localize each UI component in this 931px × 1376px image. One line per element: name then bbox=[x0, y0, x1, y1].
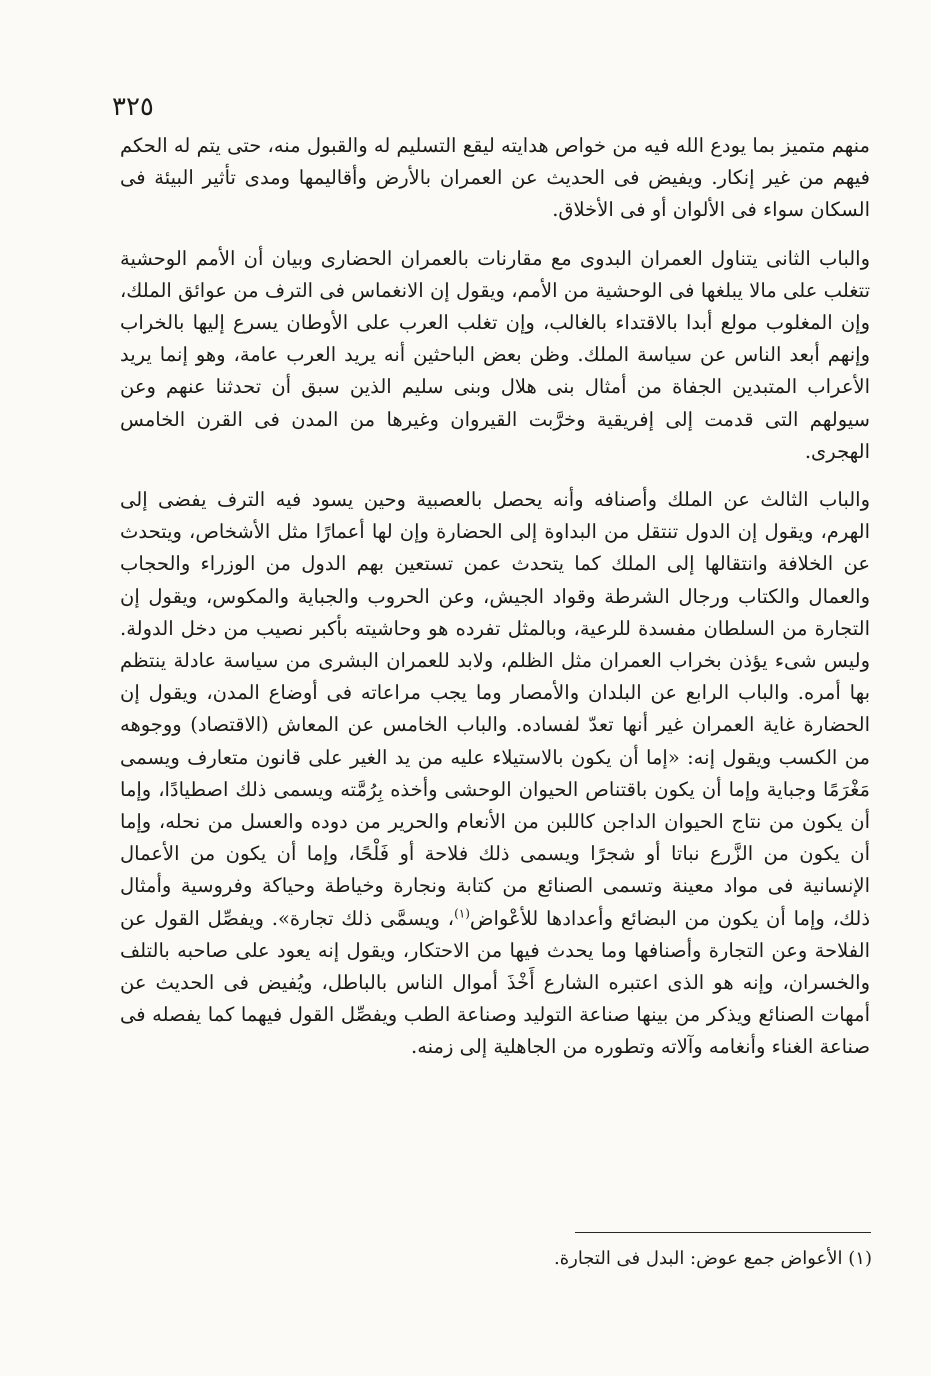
paragraph-3-main: والباب الثالث عن الملك وأصنافه وأنه يحصل بالعصبية وحين يسود فيه الترف يفضى إلى الهرم، ويقول إن الدول تنتقل من البداوة إلى الحضارة وإن لها أعمارًا مثل الأشخاص، ويتحدث عن الخلافة وانتقالها إلى الملك كما يتحدث عمن تستعين بهم الدول من الوزراء والحجاب والعمال والكتاب ورجال الشرطة وقواد الجيش، وعن الحروب والجباية والمكوس، ويقول إن التجارة من السلطان مفسدة للرعية، وبالمثل تفرده هو وحاشيته بأكبر نصيب من دخل الدولة. وليس شىء يؤذن بخراب العمران مثل الظلم، ولابد للعمران البشرى من سياسة عادلة ينتظم بها أمره. والباب الرابع عن البلدان والأمصار وما يجب مراعاته فى أوضاع المدن، ويقول إن الحضارة غاية العمران غير أنها تعدّ لفساده. والباب الخامس عن المعاش (الاقتصاد) ووجوهه من الكسب ويقول إنه: «إما أن يكون بالاستيلاء عليه من يد الغير على قانون متعارف ويسمى مَغْرَمًا وجباية وإما أن يكون باقتناص الحيوان الوحشى وأخذه بِرُمَّته ويسمى ذلك اصطيادًا، وإما أن يكون من نتاج الحيوان الداجن كاللبن من الأنعام والحرير من دوده والعسل من نحله، وإما أن يكون من الزَّرع نباتا أو شجرًا ويسمى ذلك فلاحة أو فَلْحًا، وإما أن يكون من الأعمال الإنسانية فى مواد معينة وتسمى الصنائع من كتابة ونجارة وخياطة وحياكة وفروسية وأمثال ذلك، وإما أن يكون من البضائع وأعدادها للأعْواض bbox=[120, 488, 870, 930]
page-number: ٣٢٥ bbox=[112, 92, 154, 122]
body-text bbox=[120, 130, 870, 1080]
paragraph-3-tail: ، ويسمَّى ذلك تجارة». ويفصِّل القول عن الفلاحة وعن التجارة وأصنافها وما يحدث فيها من الاحتكار، ويقول إنه يعود على صاحبه بالتلف والخسران، وإنه هو الذى اعتبره الشارع أَخْذَ أموال الناس بالباطل، ويُفيض فى الحديث عن أمهات الصنائع ويذكر من بينها صناعة التوليد وصناعة الطب ويفصِّل القول فيهما كما يفصله فى صناعة الغناء وأنغامه وآلاته وتطوره من الجاهلية إلى زمنه. bbox=[120, 906, 870, 1059]
paragraph-3 bbox=[120, 484, 870, 1064]
paragraph-2: والباب الثانى يتناول العمران البدوى مع مقارنات بالعمران الحضارى وبيان أن الأمم الوحشية تتغلب على مالا يبلغها فى الوحشية من الأمم، ويقول إن الانغماس فى الترف من عوائق الملك، وإن المغلوب مولع أبدا بالاقتداء بالغالب، وإن تغلب العرب على الأوطان يسرع إليها بالخراب وإنهم أبعد الناس عن سياسة الملك. وظن بعض الباحثين أنه يريد العرب عامة، وهو إنما يريد الأعراب المتبدين الجفاة من أمثال بنى هلال وبنى سليم الذين سبق أن تحدثنا عنهم وعن سيولهم التى قدمت إلى إفريقية وخرَّبت القيروان وغيرها من المدن فى القرن الخامس الهجرى. bbox=[120, 246, 871, 463]
paragraph-1: منهم متميز بما يودع الله فيه من خواص هدايته ليقع التسليم له والقبول منه، حتى يتم له الحكم فيهم من غير إنكار. ويفيض فى الحديث عن العمران بالأرض وأقاليمها ومدى تأثير البيئة فى السكان سواء فى الألوان أو فى الأخلاق. bbox=[120, 134, 870, 222]
footnote-divider bbox=[575, 1232, 871, 1233]
footnote-reference: (١) bbox=[454, 906, 470, 921]
footnote: (١) الأعواض جمع عوض: البدل فى التجارة. bbox=[553, 1248, 872, 1269]
